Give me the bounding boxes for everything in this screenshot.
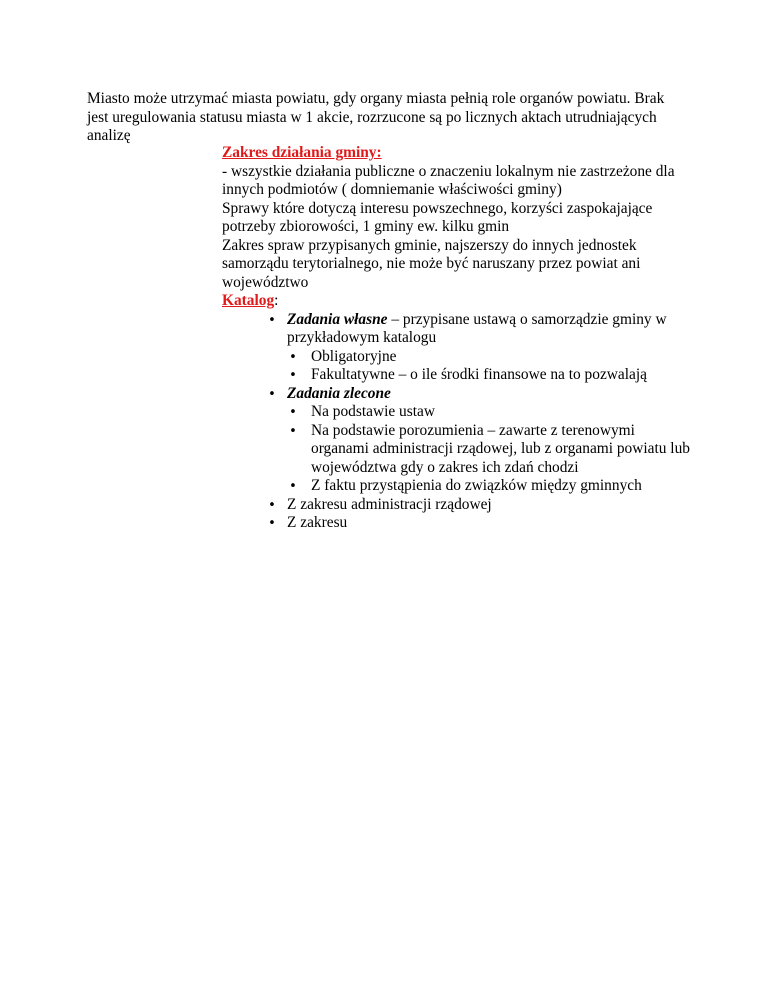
sub-list-item [287,477,692,496]
list-item-text: Z zakresu [287,514,348,531]
sub-list-item-text: Obligatoryjne [311,347,397,365]
list-item [266,514,692,533]
list-item [266,311,692,385]
main-section [222,144,692,533]
bullet-icon [287,348,299,368]
bullet-icon [266,311,278,331]
section-paragraph-3: Zakres spraw przypisanych gminie, najszerszy do innych jednostek samorządu terytorialnego, nie może być naruszany przez powiat ani województwo [222,236,641,291]
sub-list [287,348,692,385]
bullet-icon [287,477,299,497]
section-heading [222,144,692,163]
list-item-title: Zadania własne [287,310,388,328]
sub-list-item [287,366,692,385]
section-heading-text: Zakres działania gminy: [222,144,382,161]
catalog-heading [222,292,692,311]
bullet-icon [266,385,278,405]
section-paragraph-2: Sprawy które dotyczą interesu powszechnego, korzyści zaspokajające potrzeby zbiorowości, 1 gminy ew. kilku gmin [222,199,653,235]
sub-list [287,403,692,496]
bullet-icon [287,403,299,423]
list-item-text: Z zakresu administracji rządowej [287,495,492,513]
bullet-icon [266,496,278,516]
intro-paragraph: Miasto może utrzymać miasta powiatu, gdy organy miasta pełnią role organów powiatu. Brak jest uregulowania statusu miasta w 1 akcie, rozrzucone są po licznych aktach utrudniających analizę [87,90,665,144]
sub-list-item [287,422,692,478]
sub-list-item-text: Na podstawie porozumienia – zawarte z terenowymi organami administracji rządowej, lub z organami powiatu lub województwa gdy o zakres ich zdań chodzi [311,421,690,476]
sub-list-item-text: Fakultatywne – o ile środki finansowe na to pozwalają [311,366,647,383]
bullet-icon [266,514,278,534]
sub-list-item [287,403,692,422]
bullet-icon [287,422,299,442]
catalog-list [266,311,692,533]
sub-list-item-text: Na podstawie ustaw [311,403,435,420]
section-paragraph-1: - wszystkie działania publiczne o znaczeniu lokalnym nie zastrzeżone dla innych podmiotów ( domniemanie właściwości gminy) [222,162,675,198]
sub-list-item [287,348,692,367]
sub-list-item-text: Z faktu przystąpienia do związków między gminnych [311,477,642,494]
catalog-label: Katalog [222,292,275,309]
list-item [266,385,692,496]
catalog-colon: : [274,292,279,309]
bullet-icon [287,366,299,386]
list-item-text: – przypisane ustawą o samorządzie gminy w przykładowym katalogu [287,310,667,346]
list-item [266,496,692,515]
list-item-title: Zadania zlecone [287,384,391,402]
